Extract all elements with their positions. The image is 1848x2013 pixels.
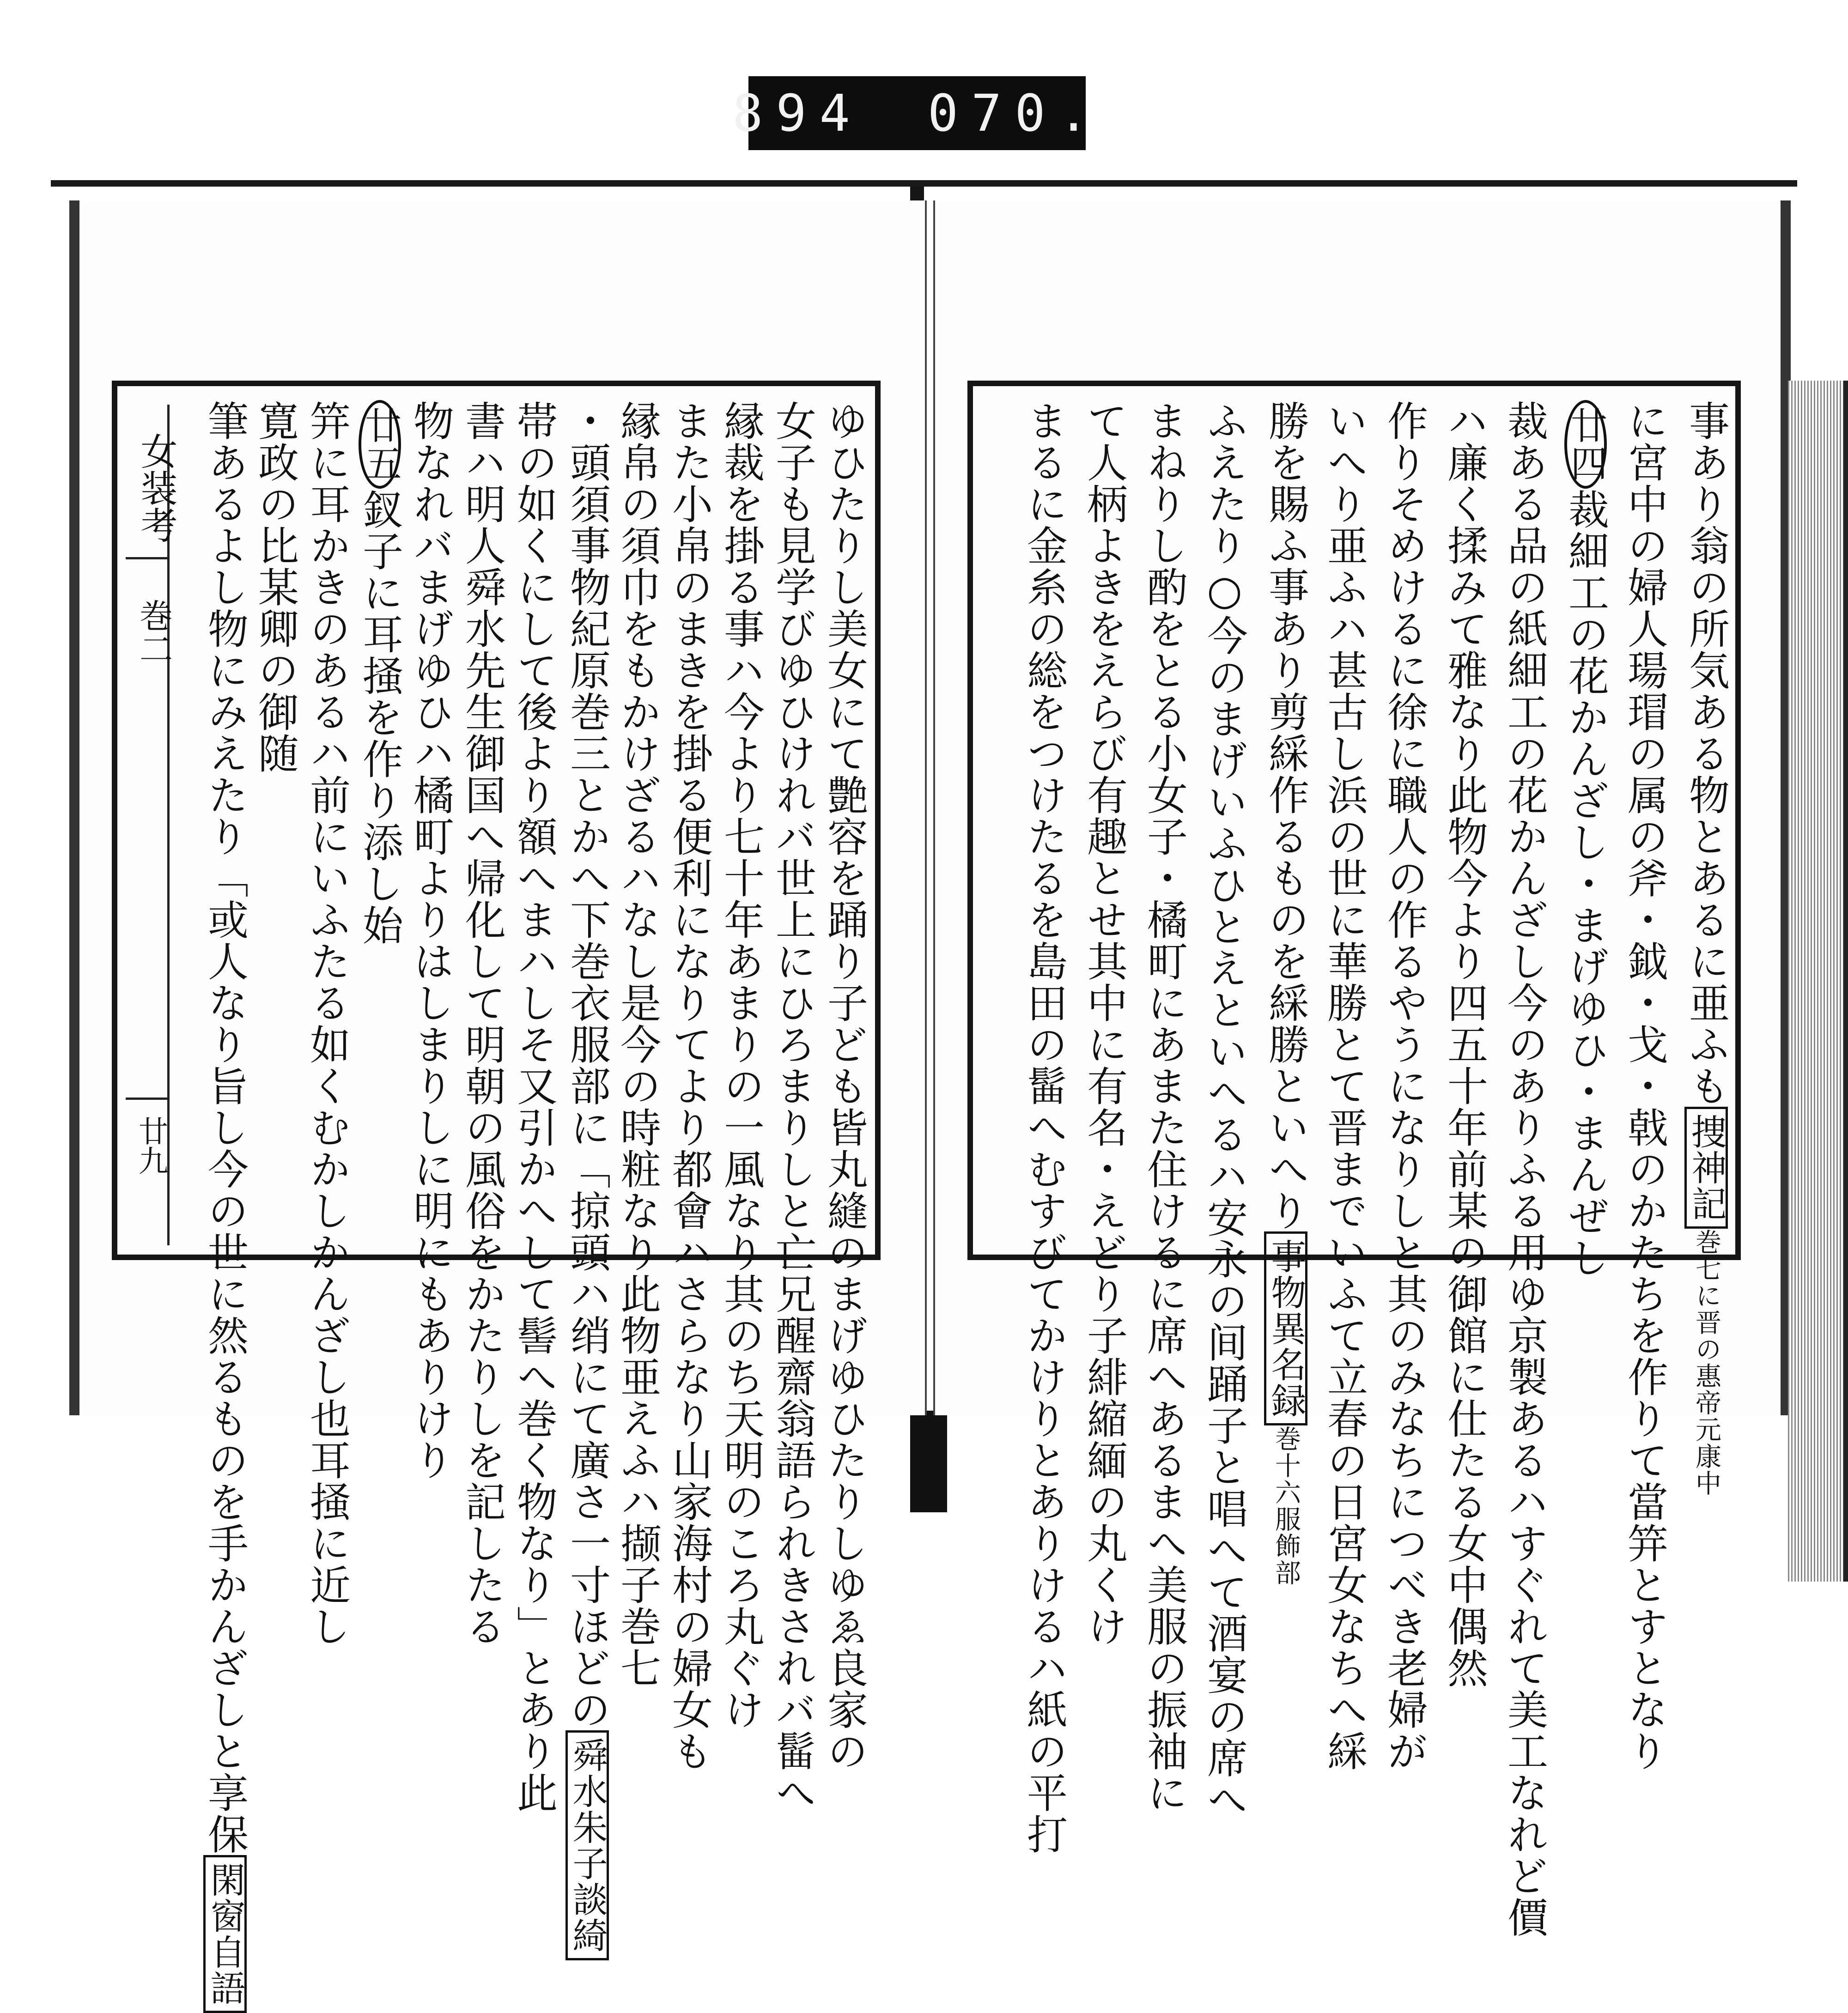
open-book: [51, 180, 1797, 2006]
column-text: ハ廉く揉みて雅なり此物今より四五十年前某の御館に仕たる女中偶然: [1441, 400, 1489, 1689]
column-text: 寛政の比某卿の御随: [252, 400, 299, 774]
source-citation-box: 捜神記: [1684, 1107, 1728, 1229]
left-text-frame: [112, 381, 881, 2006]
column-text: 作りそめけるに徐に職人の作るやうになりしと其のみなちにつべき老婦が: [1381, 400, 1429, 1772]
text-column: [1262, 400, 1310, 1586]
volume-label: 巻二: [134, 599, 173, 665]
folio-number: 廿九: [134, 1116, 168, 1175]
column-text: 下巻衣服部に「掠頭ハ绡にて廣さ一寸ほどの: [564, 899, 611, 1730]
call-number-label: [732, 76, 1102, 150]
column-text: 巻七に晋の惠帝元康中: [1691, 1229, 1721, 1497]
text-column: [511, 400, 558, 1813]
column-text: 帯の如くにして後より額へまハしそ又引かへして髻へ巻く物なり」とあり此: [511, 400, 558, 1813]
text-column: [1441, 400, 1489, 1689]
book-title: 女装考: [134, 432, 177, 543]
section-number-marker: 廿四: [1564, 400, 1607, 489]
column-text: に宮中の婦人瑒瑁の属の斧・鉞・戈・戟のかたちを作りて當笄とすとなり: [1621, 400, 1669, 1772]
text-column: [203, 400, 247, 2013]
column-text: 裁ある品の紙細工の花かんざし今のありふる用ゆ京製あるハすぐれて美工なれど價: [1501, 400, 1549, 1938]
text-column: [1201, 400, 1248, 1820]
column-text: ふえたり○今のまげいふひとえといへるハ安永の间踊子と唱へて酒宴の席へ: [1201, 400, 1248, 1820]
text-column: [1141, 400, 1188, 1813]
source-citation-box: 事物異名録: [1264, 1231, 1307, 1425]
column-text: まねりし酌をとる小女子・橘町にあまた住けるに席へあるまへ美服の振袖に: [1141, 400, 1188, 1813]
text-column: [1501, 400, 1549, 1938]
text-column: [1381, 400, 1429, 1772]
text-column: [717, 400, 765, 1730]
column-text: 事あり翁の所気ある物とあるに亜ふも: [1683, 400, 1730, 1107]
call-number-left: 894: [732, 84, 863, 143]
column-text: まるに金糸の総をつけたるを島田の髷へむすびてかけりとありけるハ紙の平打: [1021, 400, 1068, 1855]
column-text: 勝を賜ふ事あり剪綵作るものを綵勝といへり: [1262, 400, 1310, 1231]
text-column: [821, 400, 869, 1772]
text-column: [304, 400, 351, 1647]
column-text: 笄に耳かきのあるハ前にいふたる如くむかしかんざし也耳掻に近し: [304, 400, 351, 1647]
text-column: [614, 400, 662, 1689]
text-column: [459, 400, 506, 1647]
column-text: 物なれバまげゆひハ橘町よりはしまりしに明にもありけり: [407, 400, 455, 1481]
spine-tab: [910, 1411, 947, 1512]
column-text: ゆひたりし美女にて艶容を踊り子ども皆丸縫のまげゆひたりしゆゑ良家の: [821, 400, 869, 1772]
column-text: て人柄よきをえらび有趣とせ其中に有名・えどり子緋縮緬の丸くけ: [1081, 400, 1128, 1647]
column-text: 書ハ明人舜水先生御国へ帰化して明朝の風俗をかたりしを記したる: [459, 400, 506, 1647]
text-column: [666, 400, 713, 1772]
text-column: [1562, 400, 1610, 1279]
text-column: [1621, 400, 1669, 1772]
left-page: [69, 200, 927, 2006]
text-column: [252, 400, 299, 774]
column-text: 裁細工の花かんざし・まげゆひ・まんぜし: [1562, 489, 1610, 1279]
text-column: [1321, 400, 1368, 1772]
column-text: 女子も見学びゆひけれバ世上にひろまりしと亡兄醒齋翁語られきされバ髷へ: [769, 400, 817, 1813]
text-column: [1021, 400, 1068, 1855]
column-text: 縁裁を掛る事ハ今より七十年あまりの一風なり其のち天明のころ丸ぐけ: [717, 400, 765, 1730]
right-text-frame: [967, 381, 1741, 1938]
column-text: 巻十六服飾部: [1271, 1425, 1301, 1586]
page-edges: [1788, 381, 1848, 1582]
margin-header: [126, 405, 177, 1245]
margin-rule: [126, 1097, 167, 1100]
text-column: [356, 400, 404, 946]
text-column: [407, 400, 455, 1481]
column-text: 筆あるよし物にみえたり「或人なり旨し今の世に然るものを手かんざしと享保: [201, 400, 249, 1855]
column-text: 釵子に耳掻を作り添し始: [356, 489, 404, 946]
text-column: [565, 400, 609, 1960]
source-citation-box: 閑窗自語: [203, 1855, 247, 2013]
margin-rule: [126, 557, 167, 559]
column-text: また小帛のまきを掛る便利になりてより都會ハさらなり山家海村の婦女も: [666, 400, 713, 1772]
column-text: いへり亜ふハ甚古し浜の世に華勝とて晋までいふて立春の日宮女なちへ綵: [1321, 400, 1368, 1772]
section-number-marker: 廿五: [359, 400, 401, 489]
column-text: 縁帛の須巾をもかけざるハなし是今の時粧なり此物亜えふハ撷子巻七: [614, 400, 662, 1689]
call-number-right: 070.: [927, 84, 1102, 143]
text-column: [1684, 400, 1728, 1497]
source-citation-box: 舜水朱子談綺: [565, 1730, 609, 1960]
right-page: [933, 200, 1791, 1938]
text-column: [769, 400, 817, 1813]
text-column: [1081, 400, 1128, 1647]
column-text: ・頭須事物紀原巻三とかへ: [564, 400, 611, 899]
